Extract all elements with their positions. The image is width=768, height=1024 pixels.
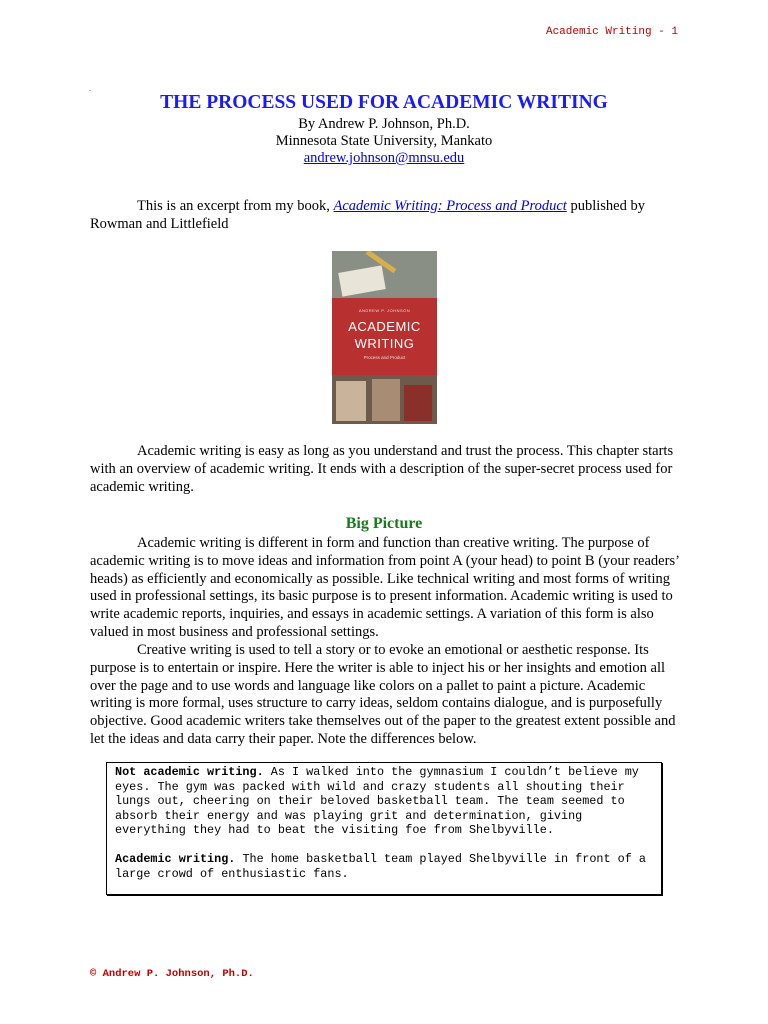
example-label: Academic writing.: [115, 852, 236, 866]
intro-paragraph: [90, 198, 680, 234]
running-head: Academic Writing - 1: [545, 26, 678, 38]
cover-photo-top: [332, 251, 437, 298]
copyright-footer: © Andrew P. Johnson, Ph.D.: [90, 968, 254, 980]
intro-text: This is an excerpt from my book,: [137, 198, 334, 214]
intro-text-end: published by Rowman and Littlefield: [90, 198, 645, 232]
body-text-2: Creative writing is used to tell a story or to evoke an emotional or aesthetic response. Its purpose is to entertain or inspire. Here the writer is able to inject his or her insights and emotion all over the page and to use words and language like colors on a pallet to paint a picture. Academic writing is more formal, uses structure to carry ideas, seldom contains dialogue, and is purposefully objective. Good academic writers take themselves out of the paper to the greatest extent possible and let the ideas and data carry their paper. Note the differences below.: [90, 642, 676, 747]
academic-example: [115, 852, 653, 881]
example-label: Not academic writing.: [115, 765, 264, 779]
overview-text: Academic writing is easy as long as you understand and trust the process. This chapter starts with an overview of academic writing. It ends with a description of the super-secret process used for academic writing.: [90, 443, 674, 495]
body-text-1: Academic writing is different in form and function than creative writing. The purpose of academic writing is to move ideas and information from point A (your head) to point B (your readers’ heads) as efficiently and economically as possible. Like technical writing and most forms of writing used in professional settings, its basic purpose is to present information. Academic writing is used to write academic reports, inquiries, and essays in academic settings. A variation of this form is also valued in most business and professional settings.: [90, 535, 679, 640]
overview-paragraph: [90, 443, 680, 496]
cover-subtitle: Process and Product: [363, 355, 406, 360]
section-heading: Big Picture: [345, 515, 423, 532]
body-paragraph-2: [90, 642, 680, 749]
cover-title-line2: WRITING: [354, 336, 415, 351]
cover-title-line1: ACADEMIC: [348, 319, 421, 334]
byline: [0, 116, 768, 167]
book-link[interactable]: Academic Writing: Process and Product: [333, 198, 567, 214]
body-paragraph-1: [90, 535, 680, 642]
example-text: As I walked into the gymnasium I couldn’t believe my eyes. The gym was packed with wild and crazy students all shouting their lungs out, cheering on their beloved basketball team. The team seemed to absorb their energy and was playing grit and determination, giving everything they had to beat the visiting foe from Shelbyville.: [115, 765, 639, 837]
document-title: THE PROCESS USED FOR ACADEMIC WRITING: [160, 92, 608, 113]
author-email-link[interactable]: andrew.johnson@mnsu.edu: [303, 150, 465, 166]
example-box: [106, 762, 662, 895]
book-cover-image: [332, 251, 437, 424]
author-affiliation: Minnesota State University, Mankato: [275, 133, 493, 149]
cover-photo-bottom: [332, 375, 437, 424]
page-marker: .: [89, 84, 91, 93]
cover-author: ANDREW P. JOHNSON: [358, 308, 411, 313]
author-name: By Andrew P. Johnson, Ph.D.: [298, 116, 470, 132]
example-text: The home basketball team played Shelbyville in front of a large crowd of enthusiastic fans.: [115, 852, 646, 881]
non-academic-example: [115, 765, 653, 838]
